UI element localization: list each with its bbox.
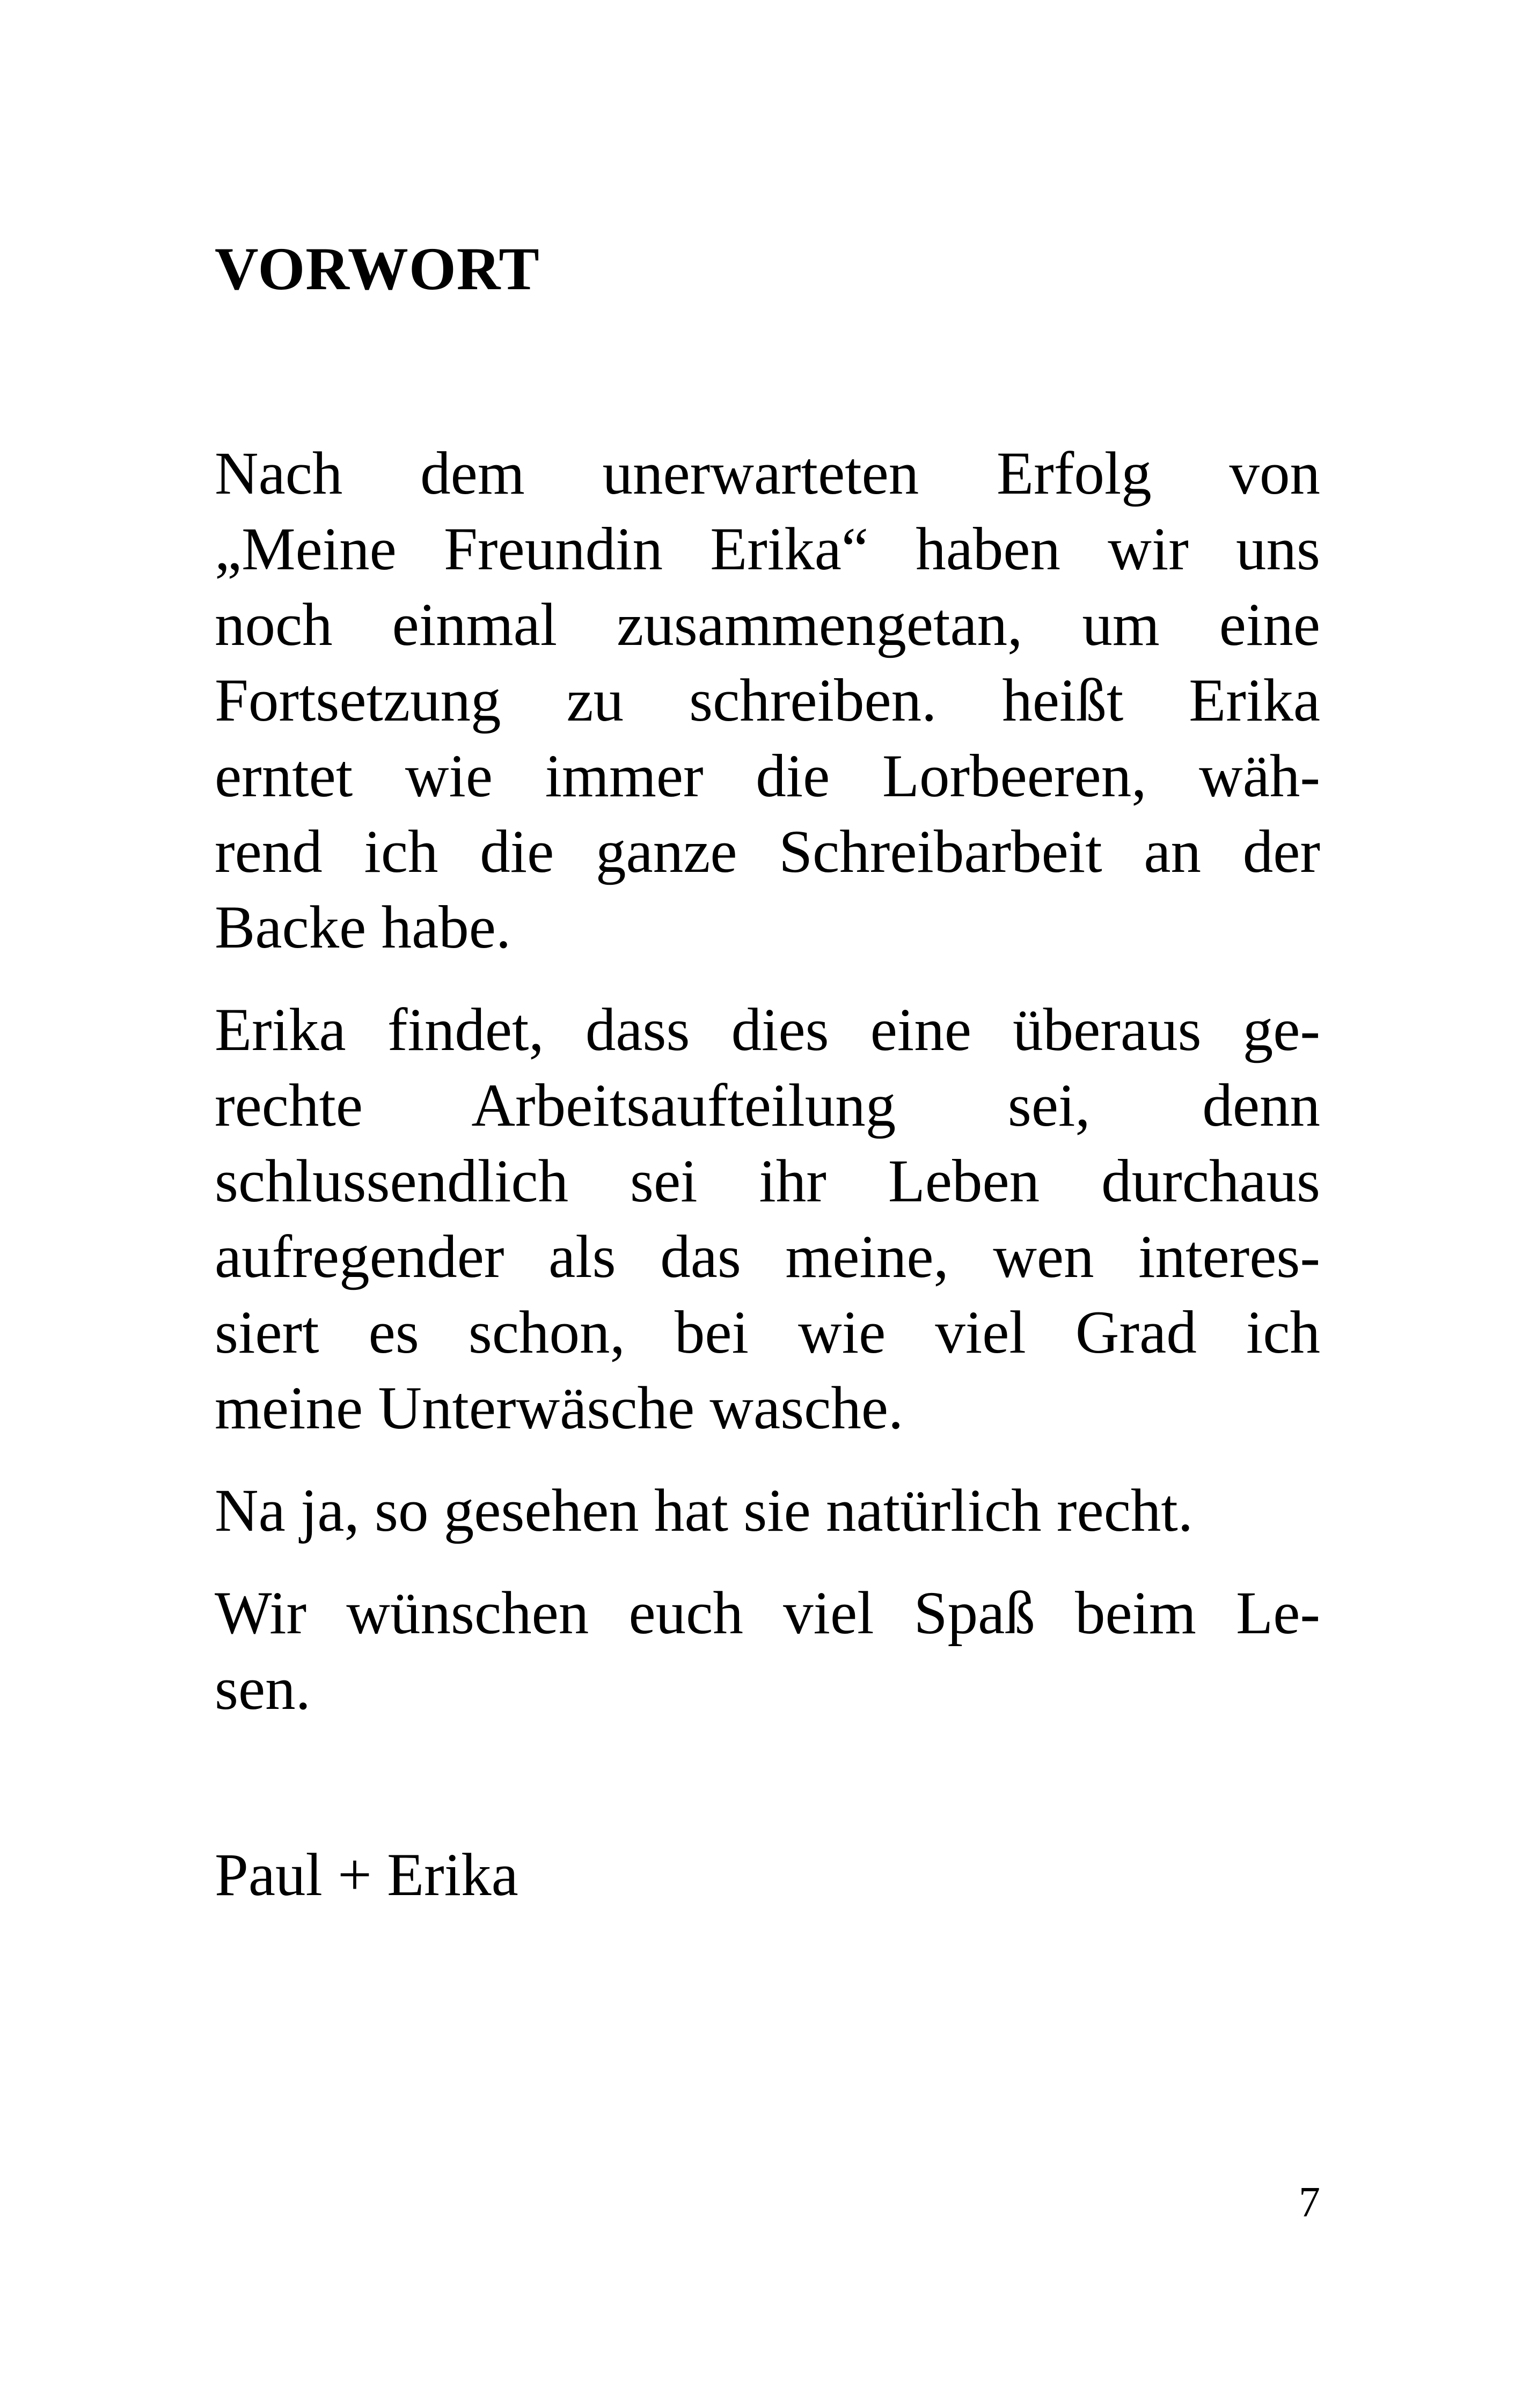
paragraph-2 (215, 992, 1320, 1446)
paragraph-3 (215, 1473, 1320, 1548)
paragraph-1 (215, 436, 1320, 965)
text-line: aufregender als das meine, wen interes- (215, 1223, 1320, 1290)
text-line: siert es schon, bei wie viel Grad ich (215, 1299, 1320, 1366)
foreword-body (215, 436, 1320, 1753)
text-line: noch einmal zusammengetan, um eine (215, 591, 1320, 658)
text-line: meine Unterwäsche wasche. (215, 1375, 904, 1442)
text-line: „Meine Freundin Erika“ haben wir uns (215, 516, 1320, 583)
text-line: sen. (215, 1655, 311, 1722)
chapter-heading: VORWORT (215, 236, 540, 303)
text-line: rend ich die ganze Schreibarbeit an der (215, 818, 1320, 885)
text-line: Backe habe. (215, 894, 511, 961)
text-line: Na ja, so gesehen hat sie natürlich recht. (215, 1477, 1194, 1544)
text-line: Fortsetzung zu schreiben. heißt Erika (215, 667, 1320, 734)
text-line: schlussendlich sei ihr Leben durchaus (215, 1148, 1320, 1215)
text-line: rechte Arbeitsaufteilung sei, denn (215, 1072, 1320, 1139)
paragraph-4 (215, 1575, 1320, 1727)
text-line: Erika findet, dass dies eine überaus ge- (215, 996, 1320, 1063)
author-signature: Paul + Erika (215, 1841, 518, 1908)
page-number: 7 (1299, 2179, 1320, 2226)
text-line: Nach dem unerwarteten Erfolg von (215, 440, 1320, 507)
text-line: Wir wünschen euch viel Spaß beim Le- (215, 1580, 1320, 1647)
text-line: erntet wie immer die Lorbeeren, wäh- (215, 743, 1320, 810)
